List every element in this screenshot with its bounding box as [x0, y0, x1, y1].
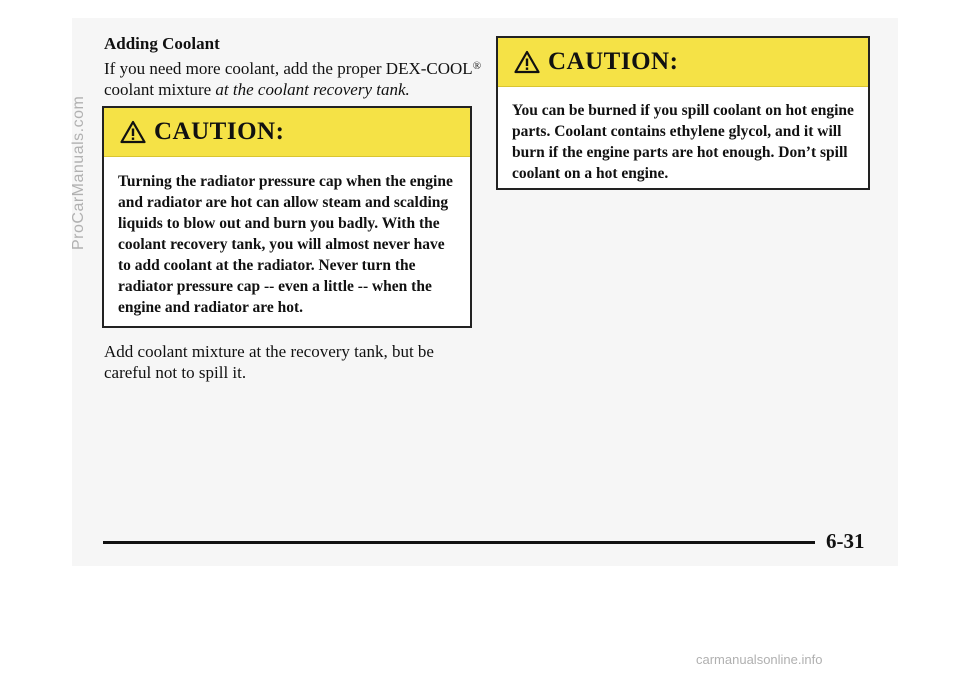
caution-title: CAUTION:: [154, 118, 285, 145]
section-heading: Adding Coolant: [104, 34, 220, 53]
intro-prefix: If you need more coolant, add the proper DEX-COOL: [104, 59, 473, 78]
caution-box-radiator-cap: [102, 106, 472, 328]
caution-header: [498, 38, 868, 87]
intro-paragraph: [104, 58, 484, 100]
registered-mark: ®: [472, 60, 482, 72]
caution-body: You can be burned if you spill coolant on hot engine parts. Coolant contains ethylene glycol, and it will burn if the engine parts are hot enough. Don’t spill coolant on a hot engine.: [512, 102, 854, 182]
outro-paragraph: Add coolant mixture at the recovery tank, but be careful not to spill it.: [104, 342, 434, 382]
intro-line2: coolant mixture: [104, 80, 216, 99]
warning-triangle-icon: [514, 50, 540, 74]
caution-header: [104, 108, 470, 157]
intro-emphasis: at the coolant recovery tank.: [215, 80, 410, 99]
footer-rule: [103, 541, 815, 544]
caution-title: CAUTION:: [548, 48, 679, 75]
caution-box-spill: [496, 36, 870, 190]
site-footer-text: carmanualsonline.info: [696, 652, 823, 667]
warning-triangle-icon: [120, 120, 146, 144]
page-number: 6-31: [826, 529, 865, 553]
caution-body: Turning the radiator pressure cap when the engine and radiator are hot can allow steam and scalding liquids to blow out and burn you badly. With the coolant recovery tank, you will almost never have to add coolant at the radiator. Never turn the radiator pressure cap -- even a little -- when the engine and radiator are hot.: [118, 173, 453, 316]
watermark-text: ProCarManuals.com: [70, 95, 87, 250]
